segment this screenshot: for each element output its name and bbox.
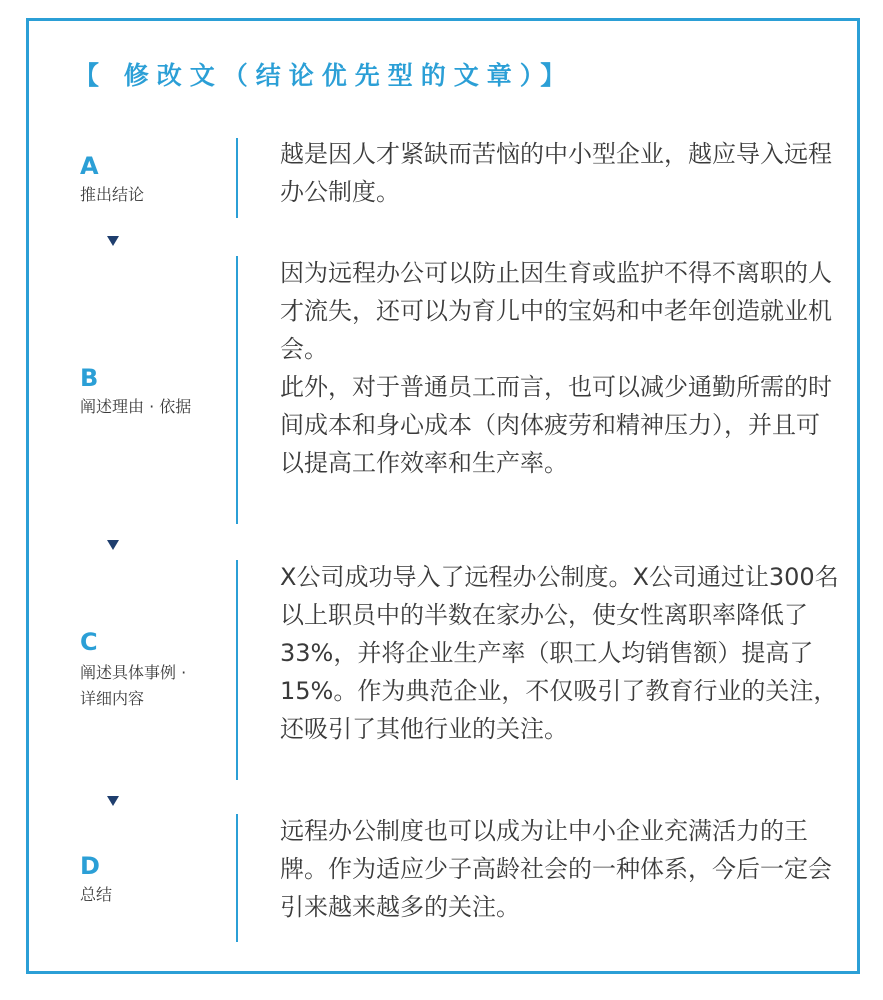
down-arrow-icon [107,796,119,806]
page-title: 【 修改文（结论优先型的文章）】 [74,61,574,90]
section-a-text [280,135,840,211]
down-arrow-icon [107,540,119,550]
section-d-label-line: 总结 [80,885,113,904]
section-b-text [280,254,840,482]
section-c-divider [236,560,238,780]
section-d-paragraph: 远程办公制度也可以成为让中小企业充满活力的王牌。作为适应少子高龄社会的一种体系，今后一定会引来越来越多的关注。 [280,817,832,921]
down-arrow-icon [107,236,119,246]
section-d-text [280,812,840,926]
section-a-divider [236,138,238,218]
section-b-letter: B [80,364,99,392]
section-a-label-line: 推出结论 [80,185,145,204]
section-d-letter: D [80,852,100,880]
section-a-label [80,182,230,208]
section-c-label-line-2: 详细内容 [80,689,145,708]
section-d-divider [236,814,238,942]
section-b-divider [236,256,238,524]
section-c-label-line-1: 阐述具体事例 · [80,663,187,682]
section-b-label [80,394,230,420]
section-c-label [80,660,230,712]
section-b-paragraph-1: 因为远程办公可以防止因生育或监护不得不离职的人才流失，还可以为育儿中的宝妈和中老年创造就业机会。 [280,259,832,363]
section-c-text [280,558,840,748]
section-b-label-line: 阐述理由 · 依据 [80,397,192,416]
section-c-paragraph: X公司成功导入了远程办公制度。X公司通过让300名以上职员中的半数在家办公，使女性离职率降低了33%，并将企业生产率（职工人均销售额）提高了15%。作为典范企业，不仅吸引了教育行业的关注，还吸引了其他行业的关注。 [280,563,839,743]
section-d-label [80,882,230,908]
section-a-paragraph: 越是因人才紧缺而苦恼的中小型企业，越应导入远程办公制度。 [280,140,832,206]
section-a-letter: A [80,152,99,180]
section-b-paragraph-2: 此外，对于普通员工而言，也可以减少通勤所需的时间成本和身心成本（肉体疲劳和精神压力），并且可以提高工作效率和生产率。 [280,373,832,477]
section-c-letter: C [80,628,98,656]
